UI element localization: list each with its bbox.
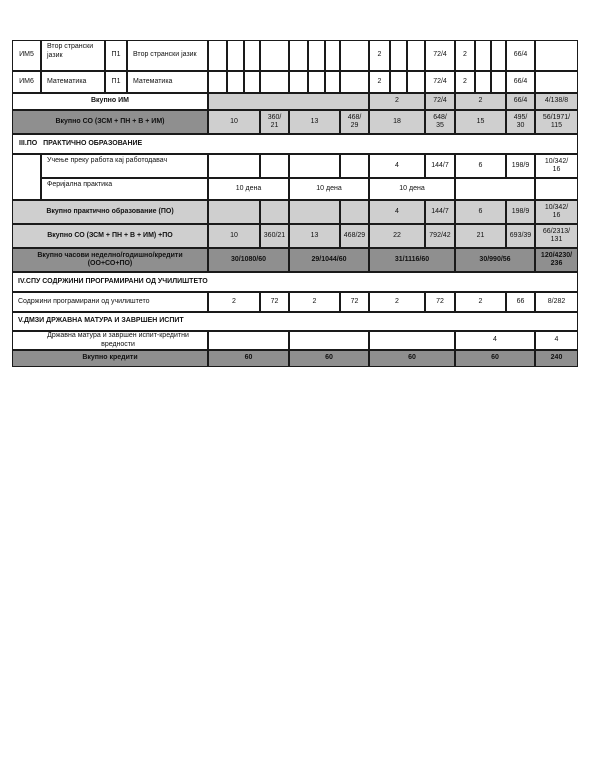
matura-empty: [208, 331, 289, 350]
section-po-title: ПРАКТИЧНО ОБРАЗОВАНИЕ: [43, 139, 143, 147]
im5-subject: Втор странски јазик: [127, 40, 208, 71]
vk-im-label: Вкупно ИМ: [12, 93, 208, 110]
im6-empty: [260, 71, 289, 93]
vk-so-po-c1: 22: [369, 224, 425, 248]
sodrzini-c1: 2: [369, 292, 425, 312]
krediti-d: 60: [455, 350, 535, 367]
vk-chasovi-c: 31/1116/60: [369, 248, 455, 272]
im6-empty: [340, 71, 369, 93]
im5-empty: [491, 40, 506, 71]
vk-so-a1: 10: [208, 110, 260, 134]
im6-subject: Математика: [127, 71, 208, 93]
im6-empty: [227, 71, 244, 93]
sodrzini-a1: 2: [208, 292, 260, 312]
im5-name: Втор странски јазик: [41, 40, 105, 71]
krediti-b: 60: [289, 350, 369, 367]
vk-im-total: 4/138/8: [535, 93, 578, 110]
im5-v2: 72/4: [425, 40, 455, 71]
ferijalna-empty: [455, 178, 535, 200]
im5-empty: [390, 40, 407, 71]
krediti-total: 240: [535, 350, 578, 367]
vk-so-c2: 648/ 35: [425, 110, 455, 134]
uchenje-empty: [289, 154, 340, 178]
im5-empty: [260, 40, 289, 71]
sodrzini-c2: 72: [425, 292, 455, 312]
im5-code: ИМ5: [12, 40, 41, 71]
im6-empty: [491, 71, 506, 93]
vk-so-po-a1: 10: [208, 224, 260, 248]
vk-im-v2: 72/4: [425, 93, 455, 110]
matura-empty: [369, 331, 455, 350]
vk-so-total: 56/1971/ 115: [535, 110, 578, 134]
sodrzini-d2: 66: [506, 292, 535, 312]
matura-empty: [289, 331, 369, 350]
section-po-header: [12, 134, 578, 154]
im5-v3: 2: [455, 40, 475, 71]
im6-empty: [208, 71, 227, 93]
im5-empty: [308, 40, 325, 71]
sodrzini-b2: 72: [340, 292, 369, 312]
matura-label: Државна матура и завршен испит-кредитни вредности: [12, 331, 208, 350]
vk-so-b2: 468/ 29: [340, 110, 369, 134]
im6-code: ИМ6: [12, 71, 41, 93]
vk-chasovi-total: 120/4230/ 236: [535, 248, 578, 272]
vk-im-v3: 2: [455, 93, 506, 110]
im5-empty: [340, 40, 369, 71]
ferijalna-c: 10 дена: [369, 178, 455, 200]
vk-po-d2: 198/9: [506, 200, 535, 224]
im6-empty: [325, 71, 340, 93]
im5-empty: [325, 40, 340, 71]
vk-im-v1: 2: [369, 93, 425, 110]
vk-so-po-b2: 468/29: [340, 224, 369, 248]
im6-empty: [244, 71, 260, 93]
sodrzini-b1: 2: [289, 292, 340, 312]
im5-v1: 2: [369, 40, 390, 71]
vk-so-d1: 15: [455, 110, 506, 134]
im5-empty: [407, 40, 425, 71]
vk-po-c1: 4: [369, 200, 425, 224]
vk-so-po-total: 66/2313/ 131: [535, 224, 578, 248]
sodrzini-a2: 72: [260, 292, 289, 312]
vk-so-po-d1: 21: [455, 224, 506, 248]
uchenje-c1: 4: [369, 154, 425, 178]
uchenje-empty: [208, 154, 260, 178]
vk-po-d1: 6: [455, 200, 506, 224]
im6-empty: [390, 71, 407, 93]
sodrzini-total: 8/282: [535, 292, 578, 312]
im6-empty: [308, 71, 325, 93]
section-po-code: III.ПО: [19, 139, 38, 147]
vk-chasovi-b: 29/1044/60: [289, 248, 369, 272]
vk-so-label: Вкупно СО (ЗСМ + ПН + В + ИМ): [12, 110, 208, 134]
uchenje-empty: [260, 154, 289, 178]
matura-d: 4: [455, 331, 535, 350]
im6-name: Математика: [41, 71, 105, 93]
im5-empty: [208, 40, 227, 71]
im6-v3: 2: [455, 71, 475, 93]
uchenje-d1: 6: [455, 154, 506, 178]
vk-so-po-b1: 13: [289, 224, 340, 248]
uchenje-c2: 144/7: [425, 154, 455, 178]
vk-so-po-a2: 360/21: [260, 224, 289, 248]
vk-so-a2: 360/ 21: [260, 110, 289, 134]
ferijalna-b: 10 дена: [289, 178, 369, 200]
vk-po-empty: [208, 200, 260, 224]
vk-chasovi-label: Вкупно часови неделно/годишно/кредити (ОО+СО+ПО): [12, 248, 208, 272]
vk-po-total: 10/342/ 16: [535, 200, 578, 224]
vk-po-empty: [340, 200, 369, 224]
im6-p: П1: [105, 71, 127, 93]
vk-po-empty: [289, 200, 340, 224]
section-dmzi-header: V.ДМЗИ ДРЖАВНА МАТУРА И ЗАВРШЕН ИСПИТ: [12, 312, 578, 331]
im6-empty: [475, 71, 491, 93]
krediti-c: 60: [369, 350, 455, 367]
ferijalna-a: 10 дена: [208, 178, 289, 200]
im5-empty: [475, 40, 491, 71]
uchenje-total: 10/342/ 16: [535, 154, 578, 178]
ferijalna-empty: [535, 178, 578, 200]
im5-empty: [227, 40, 244, 71]
vk-im-blank: [208, 93, 369, 110]
im6-v2: 72/4: [425, 71, 455, 93]
im5-p: П1: [105, 40, 127, 71]
vk-so-po-label: Вкупно СО (ЗСМ + ПН + В + ИМ) +ПО: [12, 224, 208, 248]
section-spu-header: IV.СПУ СОДРЖИНИ ПРОГРАМИРАНИ ОД УЧИЛИШТЕТО: [12, 272, 578, 292]
vk-so-po-c2: 792/42: [425, 224, 455, 248]
im6-empty: [289, 71, 308, 93]
uchenje-d2: 198/9: [506, 154, 535, 178]
im5-empty: [244, 40, 260, 71]
im6-empty: [407, 71, 425, 93]
vk-im-v4: 66/4: [506, 93, 535, 110]
im6-empty: [535, 71, 578, 93]
krediti-label: Вкупно кредити: [12, 350, 208, 367]
im6-v1: 2: [369, 71, 390, 93]
im5-v4: 66/4: [506, 40, 535, 71]
sodrzini-d1: 2: [455, 292, 506, 312]
vk-chasovi-a: 30/1080/60: [208, 248, 289, 272]
vk-po-empty: [260, 200, 289, 224]
im6-v4: 66/4: [506, 71, 535, 93]
krediti-a: 60: [208, 350, 289, 367]
matura-total: 4: [535, 331, 578, 350]
vk-po-label: Вкупно практично образование (ПО): [12, 200, 208, 224]
vk-so-po-d2: 693/39: [506, 224, 535, 248]
vk-so-b1: 13: [289, 110, 340, 134]
uchenje-empty: [340, 154, 369, 178]
uchenje-label: Учење преку работа кај работодавач: [41, 154, 208, 178]
sodrzini-label: Содржини програмирани од училиштето: [12, 292, 208, 312]
im5-empty: [535, 40, 578, 71]
ferijalna-label: Феријална практика: [41, 178, 208, 200]
vk-so-d2: 495/ 30: [506, 110, 535, 134]
vk-so-c1: 18: [369, 110, 425, 134]
vk-po-c2: 144/7: [425, 200, 455, 224]
vk-chasovi-d: 30/990/56: [455, 248, 535, 272]
po-blank-col: [12, 154, 41, 200]
im5-empty: [289, 40, 308, 71]
